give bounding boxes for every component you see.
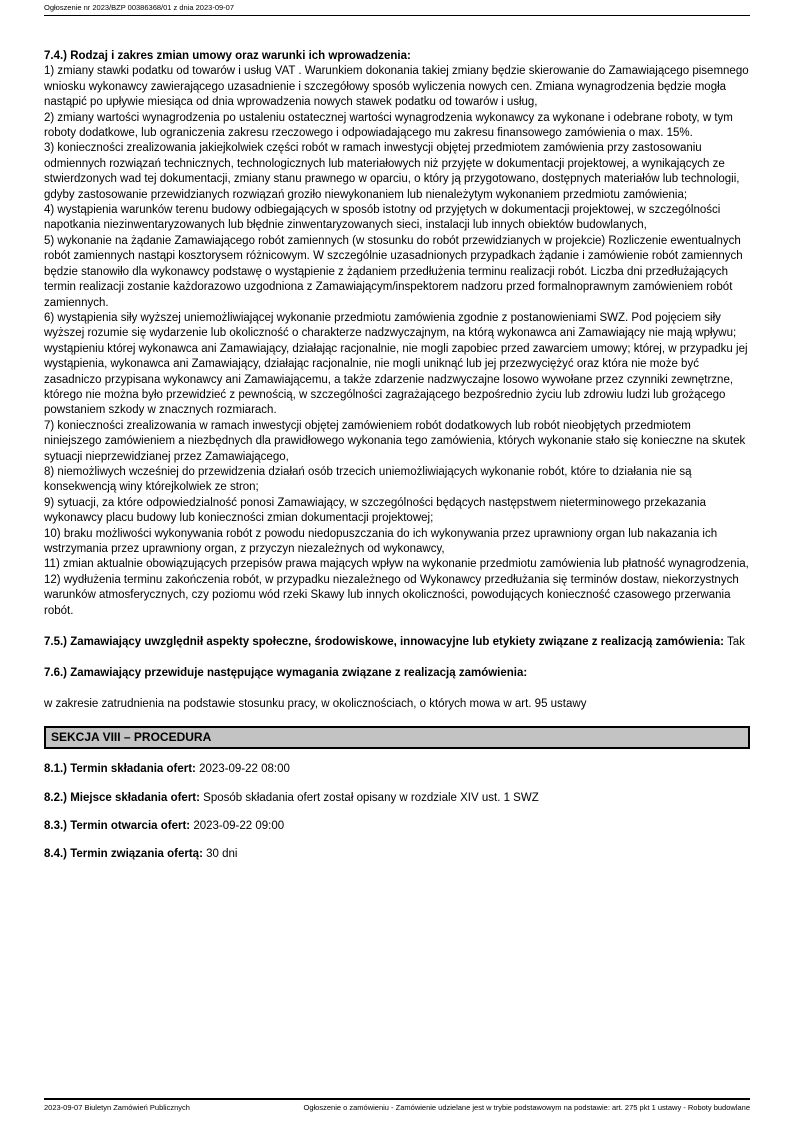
contract-change-item-12: 12) wydłużenia terminu zakończenia robót, w przypadku niezależnego od Wykonawcy przedłużania się terminów dostaw, niekorzystnych warunków atmosferycznych, czy poziomu wód rzeki Skawy lub innych okoliczności, powodujących konieczność czasowego przerwania robót. [44,573,739,617]
contract-change-item-2: 2) zmiany wartości wynagrodzenia po ustaleniu ostatecznej wartości wynagrodzenia wykonawcy za wykonane i odebrane roboty, w tym roboty dodatkowe, lub ograniczenia zakresu rzeczowego i odpowiadającego mu zakresu finansowego zamówienia o max. 15%. [44,111,733,140]
section-viii-title: SEKCJA VIII – PROCEDURA [51,730,212,745]
procedure-row-8-4 [44,847,750,862]
procedure-row-8-3 [44,819,750,834]
contract-change-item-9: 9) sytuacji, za które odpowiedzialność ponosi Zamawiający, w szczególności będących następstwem nieterminowego przekazania wykonawcy placu budowy lub konieczności zmian dokumentacji projektowej; [44,496,707,525]
document-footer [44,1098,750,1113]
section-7-6-label: 7.6.) Zamawiający przewiduje następujące wymagania związane z realizacją zamówienia: [44,667,528,680]
footer-left: 2023-09-07 Biuletyn Zamówień Publicznych [44,1103,190,1112]
procedure-8-1-label: 8.1.) Termin składania ofert: [44,763,196,776]
contract-change-item-4: 4) wystąpienia warunków terenu budowy odbiegających w sposób istotny od przyjętych w dokumentacji projektowej, w szczególności napotkania niezinwentaryzowanych lub błędnie zinwentaryzowanych sieci, instalacji lub innych obiektów budowlanych, [44,204,721,232]
procedure-rows [44,762,750,863]
document-body [44,49,750,863]
document-header [44,3,750,16]
procedure-8-3-label: 8.3.) Termin otwarcia ofert: [44,820,191,833]
contract-change-items [44,64,750,619]
contract-change-item-11: 11) zmian aktualnie obowiązujących przepisów prawa mających wpływ na wykonanie przedmiotu zamówienia lub płatność wynagrodzenia, [44,558,749,571]
procedure-8-1-value: 2023-09-22 08:00 [199,763,290,776]
procedure-8-2-label: 8.2.) Miejsce składania ofert: [44,791,200,804]
section-7-6-body: w zakresie zatrudnienia na podstawie stosunku pracy, w okolicznościach, o których mowa w art. 95 ustawy [44,697,587,710]
procedure-row-8-2 [44,791,750,806]
section-7-6-heading [44,666,750,681]
procedure-8-4-label: 8.4.) Termin związania ofertą: [44,848,203,861]
section-viii-header [44,726,750,749]
section-7-4-heading: 7.4.) Rodzaj i zakres zmian umowy oraz warunki ich wprowadzenia: [44,50,411,62]
section-7-5 [44,635,750,650]
section-7-5-value: Tak [727,636,745,649]
footer-right: Ogłoszenie o zamówieniu - Zamówienie udzielane jest w trybie podstawowym na podstawie: art. 275 pkt 1 ustawy - Roboty budowlane [303,1103,750,1112]
procedure-8-4-value: 30 dni [206,848,238,861]
procedure-8-3-value: 2023-09-22 09:00 [193,820,285,833]
contract-change-item-1: 1) zmiany stawki podatku od towarów i usług VAT . Warunkiem dokonania takiej zmiany będzie skierowanie do Zamawiającego pisemnego wniosku wykonawcy zawierającego uzasadnienie i szczegółowy sposób wyliczenia nowych cen. Zmiana wynagrodzenia będzie mogła nastąpić po upływie miesiąca od dnia wprowadzenia nowych stawek podatku od towarów i usług, [44,65,749,109]
contract-change-item-7: 7) konieczności zrealizowania w ramach inwestycji objętej zamówieniem robót dodatkowych lub robót nieobjętych przedmiotem niniejszego zamówieniem a niezbędnych dla prawidłowego wykonania tego zamówienia, których wykonanie stało się konieczne na skutek sytuacji nieprzewidzianej przez Zamawiającego, [44,419,746,463]
procedure-row-8-1 [44,762,750,777]
announcement-number: Ogłoszenie nr 2023/BZP 00386368/01 z dnia 2023-09-07 [44,3,235,12]
contract-change-item-6: 6) wystąpienia siły wyższej uniemożliwiającej wykonanie przedmiotu zamówienia zgodnie z postanowieniami SWZ. Pod pojęciem siły wyższej rozumie się wydarzenie lub okoliczność o charakterze nadzwyczajnym, na którą wykonawca ani Zamawiający nie mają wpływu; wystąpieniu której wykonawca ani Zamawiający, działając racjonalnie, nie mogli zapobiec przed zawarciem umowy; której, w przypadku jej wystąpienia, wykonawca ani Zamawiający, działając racjonalnie, nie mogli uniknąć lub jej przezwyciężyć oraz która nie może być zasadniczo przypisana wykonawcy ani Zamawiającemu, a także zdarzenie nadzwyczajne losowo wywołane przez czynniki zewnętrzne, którego nie można było przewidzieć z pewnością, w szczególności zagrażającego bezpośrednio życiu lub zdrowiu ludzi lub grożącego powstaniem szkody w znacznych rozmiarach. [44,311,748,417]
section-7-5-label: 7.5.) Zamawiający uwzględnił aspekty społeczne, środowiskowe, innowacyjne lub etykiety związane z realizacją zamówienia: [44,636,725,649]
contract-change-item-3: 3) konieczności zrealizowania jakiejkolwiek części robót w ramach inwestycji objętej przedmiotem zamówienia przy zastosowaniu odmiennych rozwiązań technicznych, technologicznych lub materiałowych niż przyjęte w dokumentacji projektowej, a wynikających ze stwierdzonych wad tej dokumentacji, zmiany stanu prawnego w oparciu, o który ją przygotowano, dostępnych materiałów lub technologii, gdyby zastosowanie przewidzianych rozwiązań groziło niewykonaniem lub nienależytym wykonaniem przedmiotu zamówienia; [44,142,740,201]
contract-change-item-5: 5) wykonanie na żądanie Zamawiającego robót zamiennych (w stosunku do robót przewidzianych w projekcie) Rozliczenie ewentualnych robót zamiennych nastąpi kosztorysem różnicowym. W szczególnie uzasadnionych przypadkach żądanie i zamówienie robót zamiennych będzie stanowiło dla wykonawcy podstawę o wystąpienie z żądaniem przedłużenia terminu realizacji robót. Liczba dni przedłużających termin realizacji zostanie każdorazowo uzgodniona z Zamawiającym/inspektorem nadzoru przed formalnoprawnym zamówieniem robót zamiennych. [44,234,743,309]
contract-change-item-8: 8) niemożliwych wcześniej do przewidzenia działań osób trzecich uniemożliwiających wykonanie robót, które to działania nie są konsekwencją winy którejkolwiek ze stron; [44,465,692,494]
contract-change-item-10: 10) braku możliwości wykonywania robót z powodu niedopuszczania do ich wykonywania przez uprawniony organ lub nakazania ich wstrzymania przez uprawniony organ, z przyczyn niezależnych od wykonawcy, [44,527,718,555]
procedure-8-2-value: Sposób składania ofert został opisany w rozdziale XIV ust. 1 SWZ [203,791,539,804]
